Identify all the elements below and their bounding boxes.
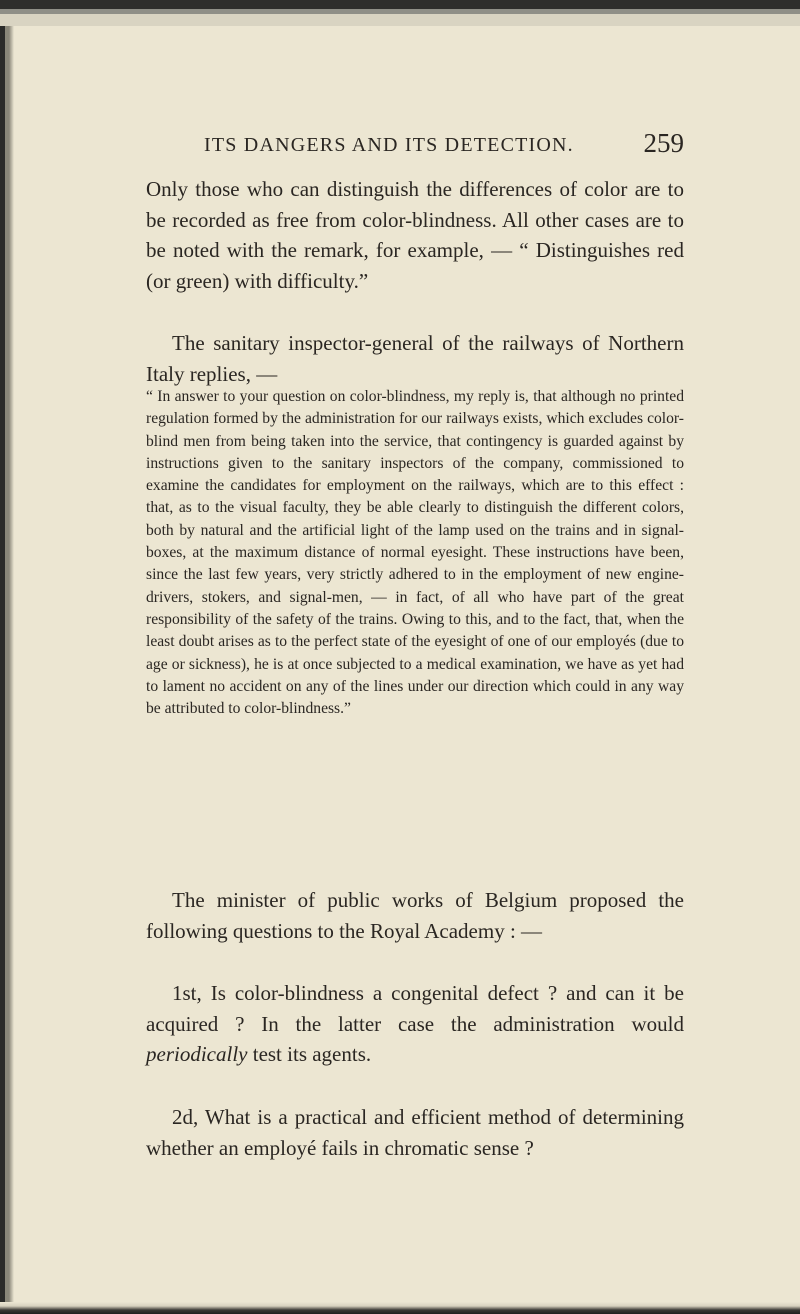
scan-edge-left [0,26,14,1314]
question-1-part-b: test its agents. [247,1042,372,1067]
block-quote [146,386,684,720]
quote-text: “ In answer to your question on color-blindness, my reply is, that although no printed regulation formed by the administration for our railways exists, which excludes color-blind men from being taken into the service, that contingency is guarded against by instructions given to the sanitary inspectors of the company, commissioned to examine the candidates for employment on the railways, which are to this effect : that, as to the visual faculty, they be able clearly to distinguish the different colors, both by natural and the artificial light of the lamp used on the trains and in signal-boxes, at the maximum distance of normal eyesight. These instructions have been, since the last few years, very strictly adhered to in the employment of new engine-drivers, stokers, and signal-men, — in fact, of all who have part of the great responsibility of the safety of the trains. Owing to this, and to the fact, that, when the least doubt arises as to the perfect state of the eyesight of one of our employés (due to age or sickness), he is at once subjected to a medical examination, we have as yet had to lament no accident on any of the lines under our direction which could in any way be attributed to color-blindness.” [146,388,684,718]
paragraph-text: The sanitary inspector-general of the railways of Northern Italy replies, — [146,331,684,386]
question-1-emphasis: periodically [146,1042,248,1067]
question-2 [146,1102,684,1163]
question-text: 2d, What is a practical and efficient method of determining whether an employé fails in chromatic sense ? [146,1105,684,1160]
question-1 [146,978,684,1070]
paragraph-text: Only those who can distinguish the differences of color are to be recorded as free from color-blindness. All other cases are to be noted with the remark, for example, — “ Distinguishes red (or green) with difficulty.” [146,177,684,294]
page-header [204,128,684,162]
scan-edge-top [0,0,800,26]
scan-edge-bottom [0,1302,800,1314]
paragraph-text: The minister of public works of Belgium proposed the following questions to the Royal Academy : — [146,888,684,943]
question-1-part-a: 1st, Is color-blindness a congenital defect ? and can it be acquired ? In the latter case the administration would [146,981,684,1036]
body-paragraph-2 [146,328,684,389]
page-number: 259 [643,128,684,158]
body-paragraph-1 [146,174,684,297]
body-paragraph-3 [146,885,684,946]
question-text [146,978,684,1070]
running-head: ITS DANGERS AND ITS DETECTION. [204,134,574,156]
